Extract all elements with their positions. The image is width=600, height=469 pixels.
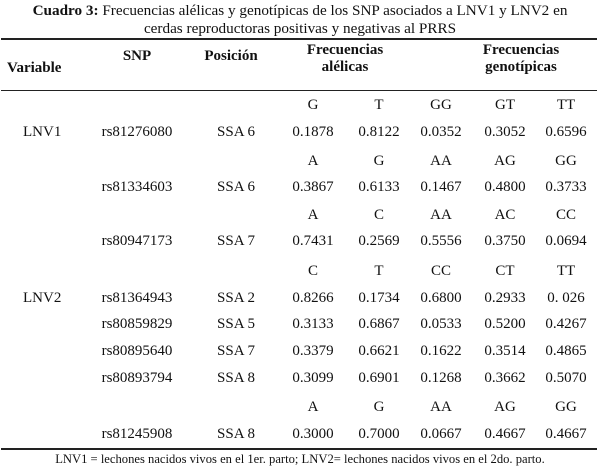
caption-line1: Frecuencias alélicas y genotípicas de los SNP asociados a LNV1 y LNV2 en (102, 2, 568, 19)
header-variable: Variable (7, 60, 62, 76)
allele-genotype-label: C (373, 207, 385, 223)
allele-genotype-label: AA (430, 207, 452, 223)
frequency-value: 0.3099 (292, 370, 334, 386)
snp-position: SSA 6 (217, 179, 255, 195)
allele-genotype-label: C (307, 263, 319, 279)
frequency-value: 0.4667 (545, 426, 587, 442)
allele-genotype-label: TT (556, 97, 576, 113)
allele-genotype-label: G (373, 153, 385, 169)
header-alelicas-line1: Frecuencias (306, 42, 384, 58)
caption-line2: cerdas reproductoras positivas y negativas al PRRS (143, 20, 457, 37)
frequency-value: 0.4267 (545, 316, 587, 332)
snp-position: SSA 6 (217, 124, 255, 140)
frequency-value: 0.3750 (484, 233, 526, 249)
frequency-value: 0.8266 (292, 290, 334, 306)
allele-genotype-label: CT (495, 263, 515, 279)
top-rule (1, 38, 597, 40)
caption-label: Cuadro 3: (32, 2, 99, 19)
snp-id: rs81334603 (101, 179, 173, 195)
snp-position: SSA 8 (217, 426, 255, 442)
variable-label: LNV1 (23, 124, 62, 140)
frequency-value: 0.0694 (545, 233, 587, 249)
allele-genotype-label: CC (430, 263, 452, 279)
frequency-value: 0.6621 (358, 343, 400, 359)
frequency-value: 0.4865 (545, 343, 587, 359)
allele-genotype-label: AA (430, 399, 452, 415)
allele-genotype-label: GT (495, 97, 515, 113)
frequency-value: 0.4667 (484, 426, 526, 442)
frequency-value: 0.6901 (358, 370, 400, 386)
snp-id: rs80947173 (101, 233, 173, 249)
frequency-value: 0.7000 (358, 426, 400, 442)
header-alelicas-line2: alélicas (321, 59, 369, 75)
bottom-rule (1, 448, 597, 450)
frequency-value: 0.4800 (484, 179, 526, 195)
frequency-value: 0.7431 (292, 233, 334, 249)
frequency-value: 0.0352 (420, 124, 462, 140)
allele-genotype-label: GG (555, 399, 577, 415)
snp-id: rs81364943 (101, 290, 173, 306)
header-genotipicas-line2: genotípicas (485, 59, 557, 75)
header-rule (1, 90, 597, 91)
frequency-value: 0.1268 (420, 370, 462, 386)
snp-position: SSA 8 (217, 370, 255, 386)
frequency-value: 0.6867 (358, 316, 400, 332)
allele-genotype-label: T (374, 263, 384, 279)
snp-position: SSA 5 (217, 316, 255, 332)
frequency-value: 0.1622 (420, 343, 462, 359)
frequency-value: 0.5070 (545, 370, 587, 386)
frequency-value: 0.5200 (484, 316, 526, 332)
allele-genotype-label: A (307, 153, 319, 169)
frequency-value: 0.3133 (292, 316, 334, 332)
snp-id: rs81245908 (101, 426, 173, 442)
snp-position: SSA 7 (217, 343, 255, 359)
allele-genotype-label: A (307, 207, 319, 223)
header-snp: SNP (122, 48, 152, 64)
allele-genotype-label: GG (430, 97, 452, 113)
allele-genotype-label: G (373, 399, 385, 415)
frequency-value: 0.6800 (420, 290, 462, 306)
frequency-value: 0.1467 (420, 179, 462, 195)
snp-position: SSA 2 (217, 290, 255, 306)
snp-id: rs80859829 (101, 316, 173, 332)
allele-genotype-label: A (307, 399, 319, 415)
allele-genotype-label: CC (555, 207, 577, 223)
allele-genotype-label: AC (494, 207, 516, 223)
frequency-value: 0.3379 (292, 343, 334, 359)
frequency-value: 0.1878 (292, 124, 334, 140)
frequency-value: 0.2569 (358, 233, 400, 249)
frequency-value: 0.6596 (545, 124, 587, 140)
frequency-value: 0.0533 (420, 316, 462, 332)
header-posicion: Posición (204, 48, 258, 64)
allele-genotype-label: GG (555, 153, 577, 169)
variable-label: LNV2 (23, 290, 62, 306)
frequency-value: 0.2933 (484, 290, 526, 306)
frequency-value: 0.0667 (420, 426, 462, 442)
snp-id: rs80893794 (101, 370, 173, 386)
frequency-value: 0.3000 (292, 426, 334, 442)
allele-genotype-label: AG (494, 399, 516, 415)
frequency-value: 0.3514 (484, 343, 526, 359)
frequency-value: 0.6133 (358, 179, 400, 195)
frequency-value: 0.3867 (292, 179, 334, 195)
allele-genotype-label: TT (556, 263, 576, 279)
frequency-value: 0.5556 (420, 233, 462, 249)
table-caption (0, 2, 600, 38)
snp-position: SSA 7 (217, 233, 255, 249)
snp-id: rs81276080 (101, 124, 173, 140)
allele-genotype-label: AA (430, 153, 452, 169)
allele-genotype-label: T (374, 97, 384, 113)
table-footnote: LNV1 = lechones nacidos vivos en el 1er. parto; LNV2= lechones nacidos vivos en el 2do. parto. (55, 452, 545, 466)
allele-genotype-label: AG (494, 153, 516, 169)
allele-genotype-label: G (307, 97, 319, 113)
snp-id: rs80895640 (101, 343, 173, 359)
header-genotipicas-line1: Frecuencias (482, 42, 560, 58)
frequency-value: 0.3052 (484, 124, 526, 140)
frequency-value: 0. 026 (547, 290, 585, 306)
frequency-value: 0.3733 (545, 179, 587, 195)
frequency-value: 0.8122 (358, 124, 400, 140)
frequency-value: 0.3662 (484, 370, 526, 386)
frequency-value: 0.1734 (358, 290, 400, 306)
